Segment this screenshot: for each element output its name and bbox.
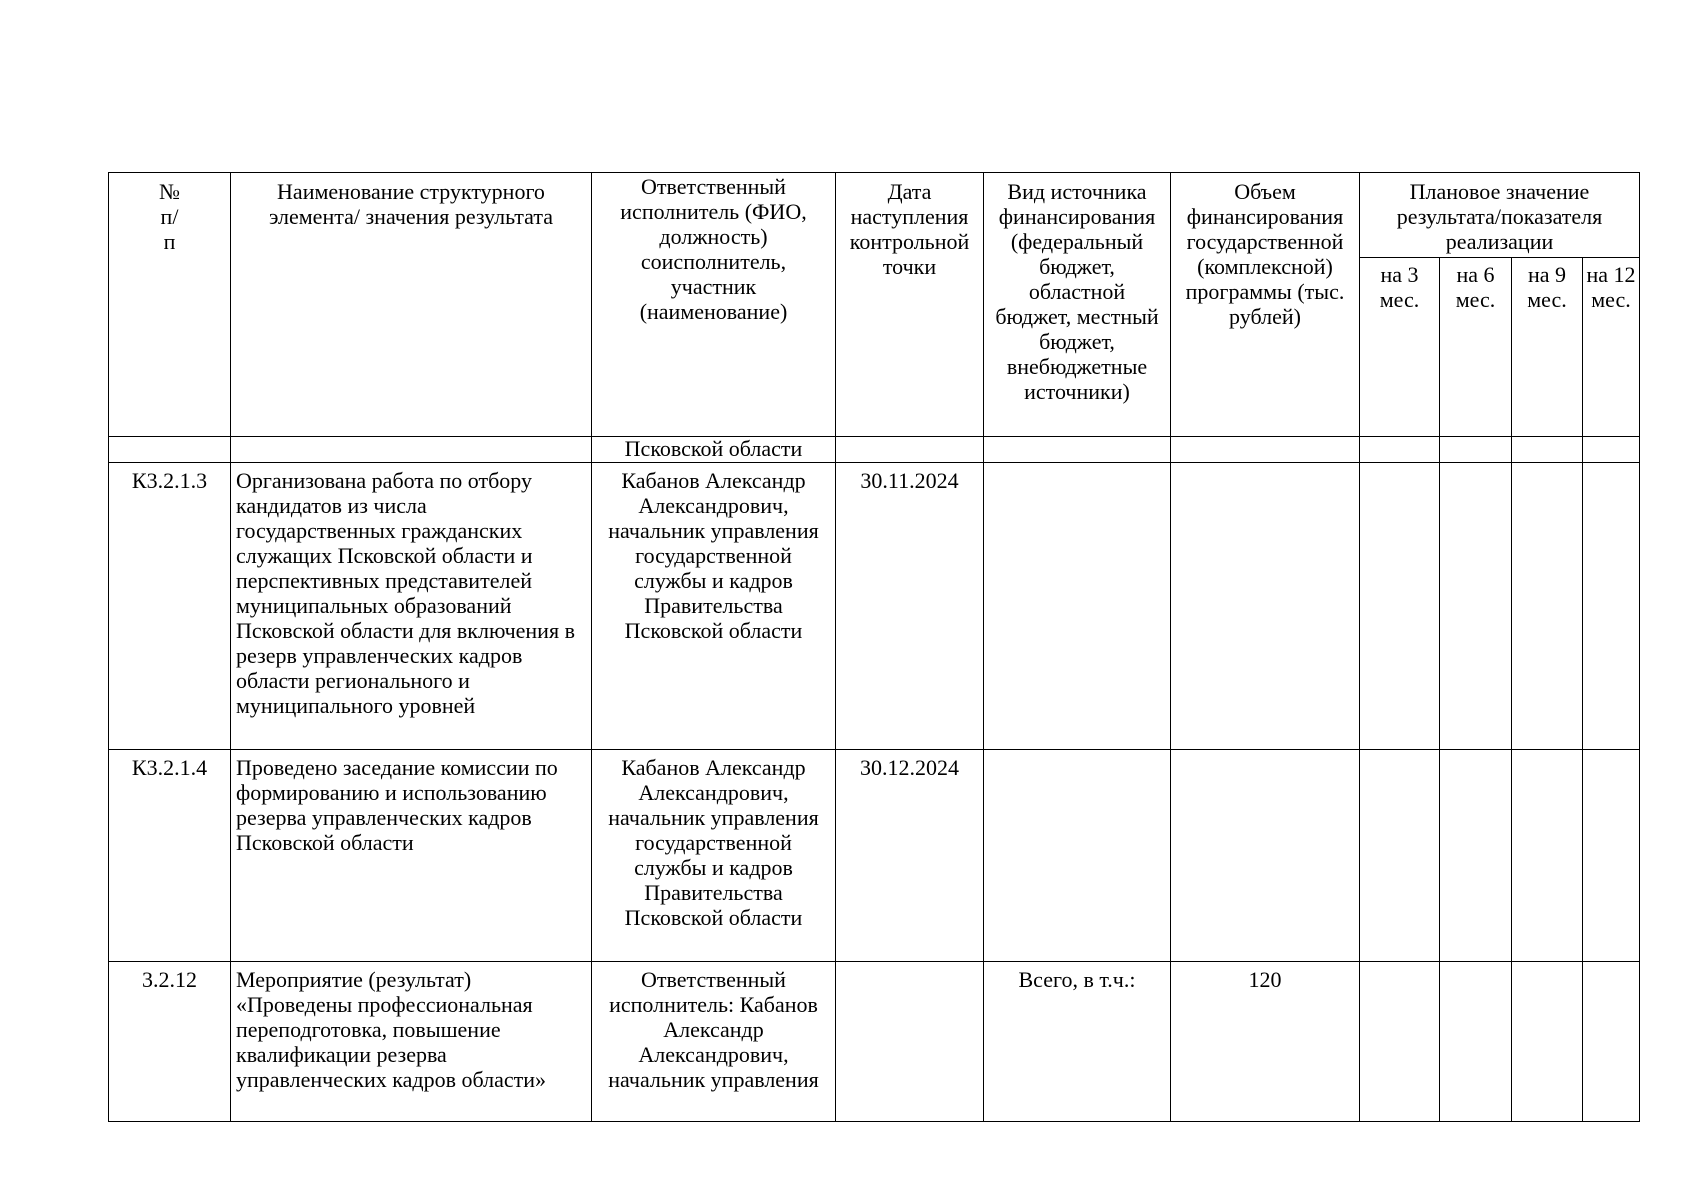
row-num: К3.2.1.4 bbox=[109, 750, 231, 962]
row-volume: 120 bbox=[1171, 962, 1360, 1122]
row-q3 bbox=[1360, 750, 1440, 962]
plan-table bbox=[108, 172, 1640, 1122]
row-q12 bbox=[1583, 463, 1640, 750]
row-name: Проведено заседание комиссии по формированию и использованию резерва управленческих кадров Псковской области bbox=[231, 750, 592, 962]
cell-empty bbox=[1583, 437, 1640, 463]
header-q12: на 12 мес. bbox=[1583, 258, 1640, 437]
row-q12 bbox=[1583, 750, 1640, 962]
header-responsible: Ответственный исполнитель (ФИО, должность) соисполнитель, участник (наименование) bbox=[592, 173, 836, 437]
row-num: К3.2.1.3 bbox=[109, 463, 231, 750]
continuation-responsible: Псковской области bbox=[592, 437, 836, 463]
table-row bbox=[109, 750, 1640, 962]
row-q6 bbox=[1440, 463, 1512, 750]
row-q6 bbox=[1440, 962, 1512, 1122]
row-source: Всего, в т.ч.: bbox=[984, 962, 1171, 1122]
cell-empty bbox=[1171, 437, 1360, 463]
row-q9 bbox=[1512, 750, 1583, 962]
row-date: 30.12.2024 bbox=[836, 750, 984, 962]
row-num: 3.2.12 bbox=[109, 962, 231, 1122]
row-date: 30.11.2024 bbox=[836, 463, 984, 750]
header-row bbox=[109, 173, 1640, 258]
row-q6 bbox=[1440, 750, 1512, 962]
row-q3 bbox=[1360, 962, 1440, 1122]
row-q9 bbox=[1512, 463, 1583, 750]
row-q3 bbox=[1360, 463, 1440, 750]
row-name: Мероприятие (результат) «Проведены профессиональная переподготовка, повышение квалификации резерва управленческих кадров области» bbox=[231, 962, 592, 1122]
row-q9 bbox=[1512, 962, 1583, 1122]
header-name: Наименование структурного элемента/ значения результата bbox=[231, 173, 592, 437]
header-date: Дата наступления контрольной точки bbox=[836, 173, 984, 437]
row-responsible: Ответственный исполнитель: Кабанов Александр Александрович, начальник управления bbox=[592, 962, 836, 1122]
row-volume bbox=[1171, 463, 1360, 750]
cell-empty bbox=[231, 437, 592, 463]
header-q6: на 6 мес. bbox=[1440, 258, 1512, 437]
row-source bbox=[984, 750, 1171, 962]
row-responsible: Кабанов Александр Александрович, начальник управления государственной службы и кадров Правительства Псковской области bbox=[592, 463, 836, 750]
cell-empty bbox=[1512, 437, 1583, 463]
header-volume: Объем финансирования государственной (комплексной) программы (тыс. рублей) bbox=[1171, 173, 1360, 437]
row-source bbox=[984, 463, 1171, 750]
cell-empty bbox=[836, 437, 984, 463]
row-name: Организована работа по отбору кандидатов из числа государственных гражданских служащих Псковской области и перспективных представителей муниципальных образований Псковской области для включения в резерв управленческих кадров области регионального и муниципального уровней bbox=[231, 463, 592, 750]
row-q12 bbox=[1583, 962, 1640, 1122]
cell-empty bbox=[1440, 437, 1512, 463]
row-date bbox=[836, 962, 984, 1122]
table-row bbox=[109, 463, 1640, 750]
row-responsible: Кабанов Александр Александрович, начальник управления государственной службы и кадров Правительства Псковской области bbox=[592, 750, 836, 962]
table-row bbox=[109, 962, 1640, 1122]
header-q3: на 3 мес. bbox=[1360, 258, 1440, 437]
cell-empty bbox=[1360, 437, 1440, 463]
header-q9: на 9 мес. bbox=[1512, 258, 1583, 437]
header-num: № п/п bbox=[109, 173, 231, 437]
cell-empty bbox=[984, 437, 1171, 463]
continuation-row bbox=[109, 437, 1640, 463]
row-volume bbox=[1171, 750, 1360, 962]
header-planned: Плановое значение результата/показателя реализации bbox=[1360, 173, 1640, 258]
cell-empty bbox=[109, 437, 231, 463]
header-source: Вид источника финансирования (федеральный бюджет, областной бюджет, местный бюджет, внебюджетные источники) bbox=[984, 173, 1171, 437]
